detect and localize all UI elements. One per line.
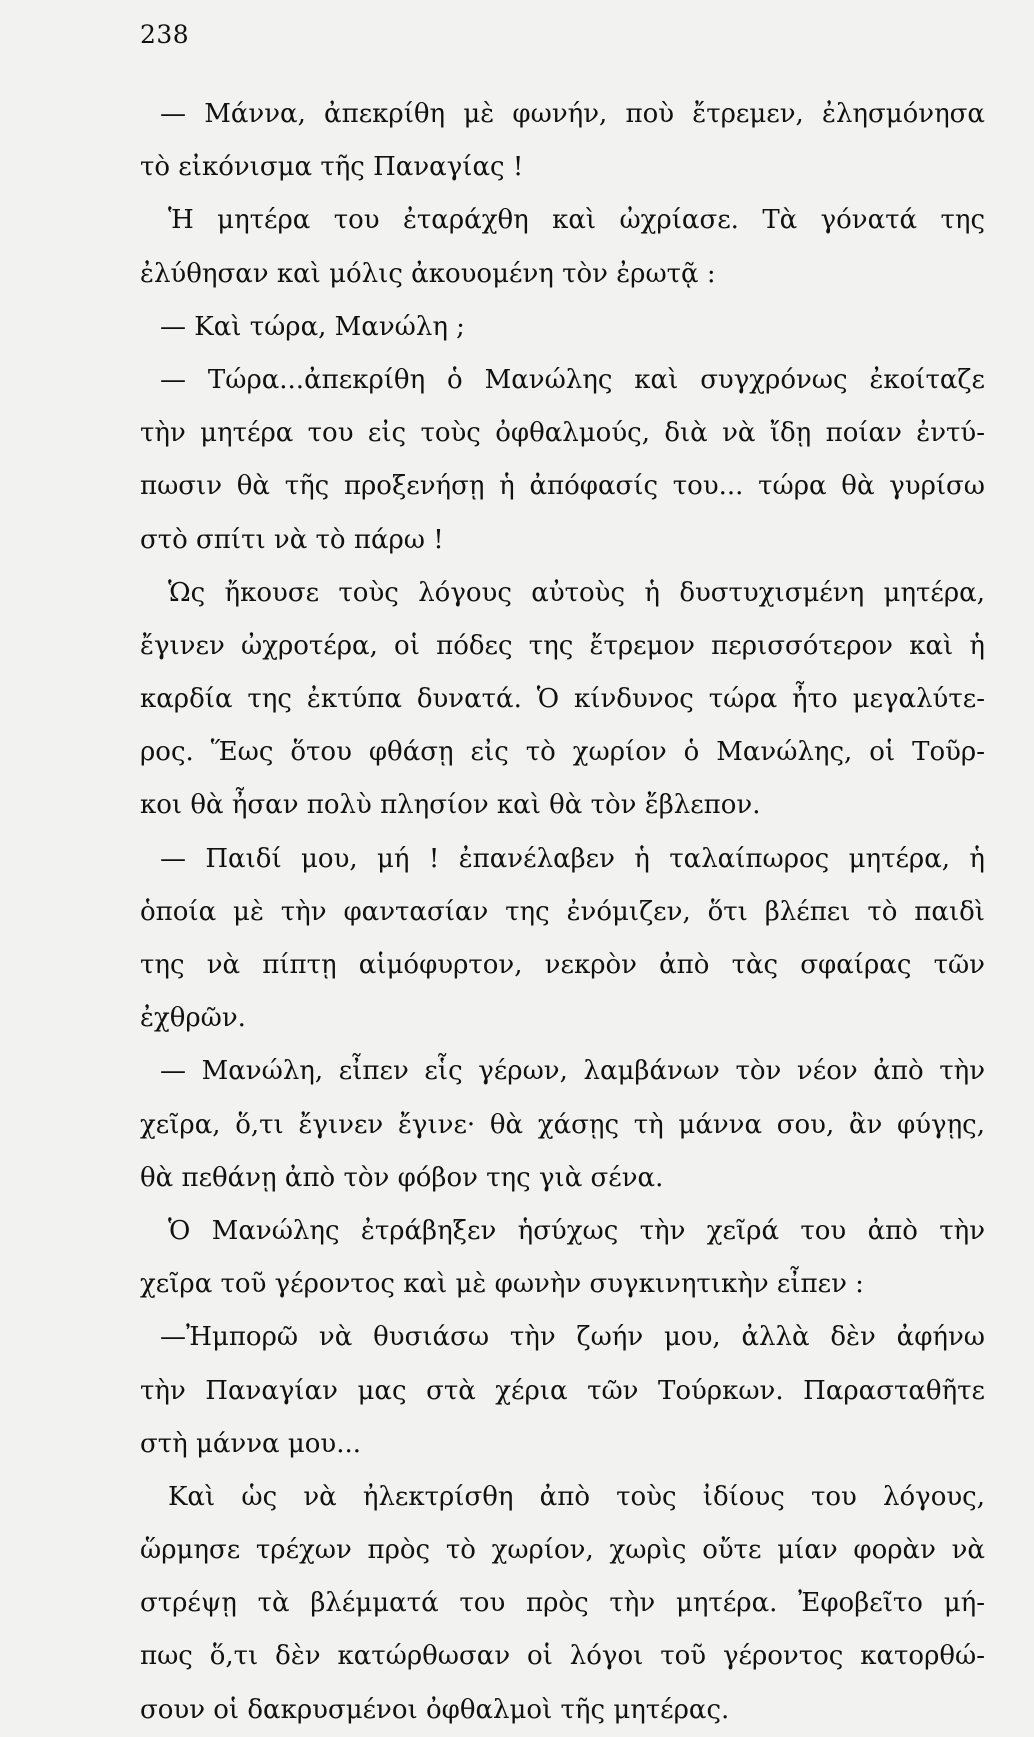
text-line: Ὡς ἤκουσε τοὺς λόγους αὐτοὺς ἡ δυστυχισμένη μητέρα,: [168, 577, 985, 608]
text-line: — Παιδί μου, μή ! ἐπανέλαβεν ἡ ταλαίπωρος μητέρα, ἡ: [160, 843, 985, 874]
text-line: Ὁ Μανώλης ἐτράβηξεν ἡσύχως τὴν χεῖρά του ἀπὸ τὴν: [168, 1215, 985, 1246]
text-line: τὴν Παναγίαν μας στὰ χέρια τῶν Τούρκων. Παρασταθῆτε: [140, 1375, 985, 1406]
text-line: σουν οἱ δακρυσμένοι ὀφθαλμοὶ τῆς μητέρας.: [140, 1694, 730, 1725]
text-line: της νὰ πίπτῃ αἱμόφυρτον, νεκρὸν ἀπὸ τὰς σφαίρας τῶν: [140, 950, 985, 980]
text-line: στρέψῃ τὰ βλέμματά του πρὸς τὴν μητέρα. Ἐφοβεῖτο μή-: [140, 1588, 985, 1619]
text-line: — Μανώλη, εἶπεν εἷς γέρων, λαμβάνων τὸν νέον ἀπὸ τὴν: [160, 1056, 985, 1087]
text-line: ὥρμησε τρέχων πρὸς τὸ χωρίον, χωρὶς οὔτε μίαν φορὰν νὰ: [140, 1535, 985, 1566]
text-line: ἔγινεν ὠχροτέρα, οἱ πόδες της ἔτρεμον περισσότερον καὶ ἡ: [140, 630, 985, 661]
text-line: στὴ μάννα μου...: [140, 1428, 362, 1459]
text-line: στὸ σπίτι νὰ τὸ πάρω !: [140, 524, 444, 555]
text-line: χεῖρα τοῦ γέροντος καὶ μὲ φωνὴν συγκινητικὴν εἶπεν :: [140, 1269, 864, 1300]
text-line: τὴν μητέρα του εἰς τοὺς ὀφθαλμούς, διὰ νὰ ἴδῃ ποίαν ἐντύ-: [140, 418, 985, 449]
text-line: κοι θὰ ἦσαν πολὺ πλησίον καὶ θὰ τὸν ἔβλεπον.: [140, 790, 761, 821]
text-line: θὰ πεθάνῃ ἀπὸ τὸν φόβον της γιὰ σένα.: [140, 1162, 664, 1193]
text-line: ρος. Ἕως ὅτου φθάσῃ εἰς τὸ χωρίον ὁ Μανώλης, οἱ Τοῦρ-: [140, 737, 985, 768]
body-text: [140, 88, 985, 1737]
text-line: — Τώρα...ἀπεκρίθη ὁ Μανώλης καὶ συγχρόνως ἐκοίταζε: [160, 364, 985, 395]
text-line: πωσιν θὰ τῆς προξενήσῃ ἡ ἀπόφασίς του... τώρα θὰ γυρίσω: [140, 471, 985, 502]
text-line: ἐλύθησαν καὶ μόλις ἀκουομένη τὸν ἐρωτᾷ :: [140, 258, 716, 289]
text-line: — Μάννα, ἀπεκρίθη μὲ φωνήν, ποὺ ἔτρεμεν, ἐλησμόνησα: [160, 99, 985, 129]
text-line: Ἡ μητέρα του ἐταράχθη καὶ ὠχρίασε. Τὰ γόνατά της: [168, 205, 985, 236]
text-line: ὁποία μὲ τὴν φαντασίαν της ἐνόμιζεν, ὅτι βλέπει τὸ παιδὶ: [140, 896, 985, 927]
text-line: — Καὶ τώρα, Μανώλη ;: [160, 311, 465, 342]
text-line: καρδία της ἐκτύπα δυνατά. Ὁ κίνδυνος τώρα ἦτο μεγαλύτε-: [140, 684, 985, 715]
text-line: τὸ εἰκόνισμα τῆς Παναγίας !: [140, 152, 524, 183]
text-line: ἐχθρῶν.: [140, 1003, 246, 1034]
text-line: πως ὅ,τι δὲν κατώρθωσαν οἱ λόγοι τοῦ γέροντος κατορθώ-: [140, 1641, 985, 1672]
page-number: 238: [140, 20, 190, 49]
text-line: χεῖρα, ὅ,τι ἔγινεν ἔγινε· θὰ χάσῃς τὴ μάννα σου, ἂν φύγῃς,: [140, 1109, 985, 1140]
text-line: —Ἠμπορῶ νὰ θυσιάσω τὴν ζωήν μου, ἀλλὰ δὲν ἀφήνω: [160, 1322, 985, 1353]
text-line: Καὶ ὡς νὰ ἠλεκτρίσθη ἀπὸ τοὺς ἰδίους του λόγους,: [168, 1481, 985, 1512]
